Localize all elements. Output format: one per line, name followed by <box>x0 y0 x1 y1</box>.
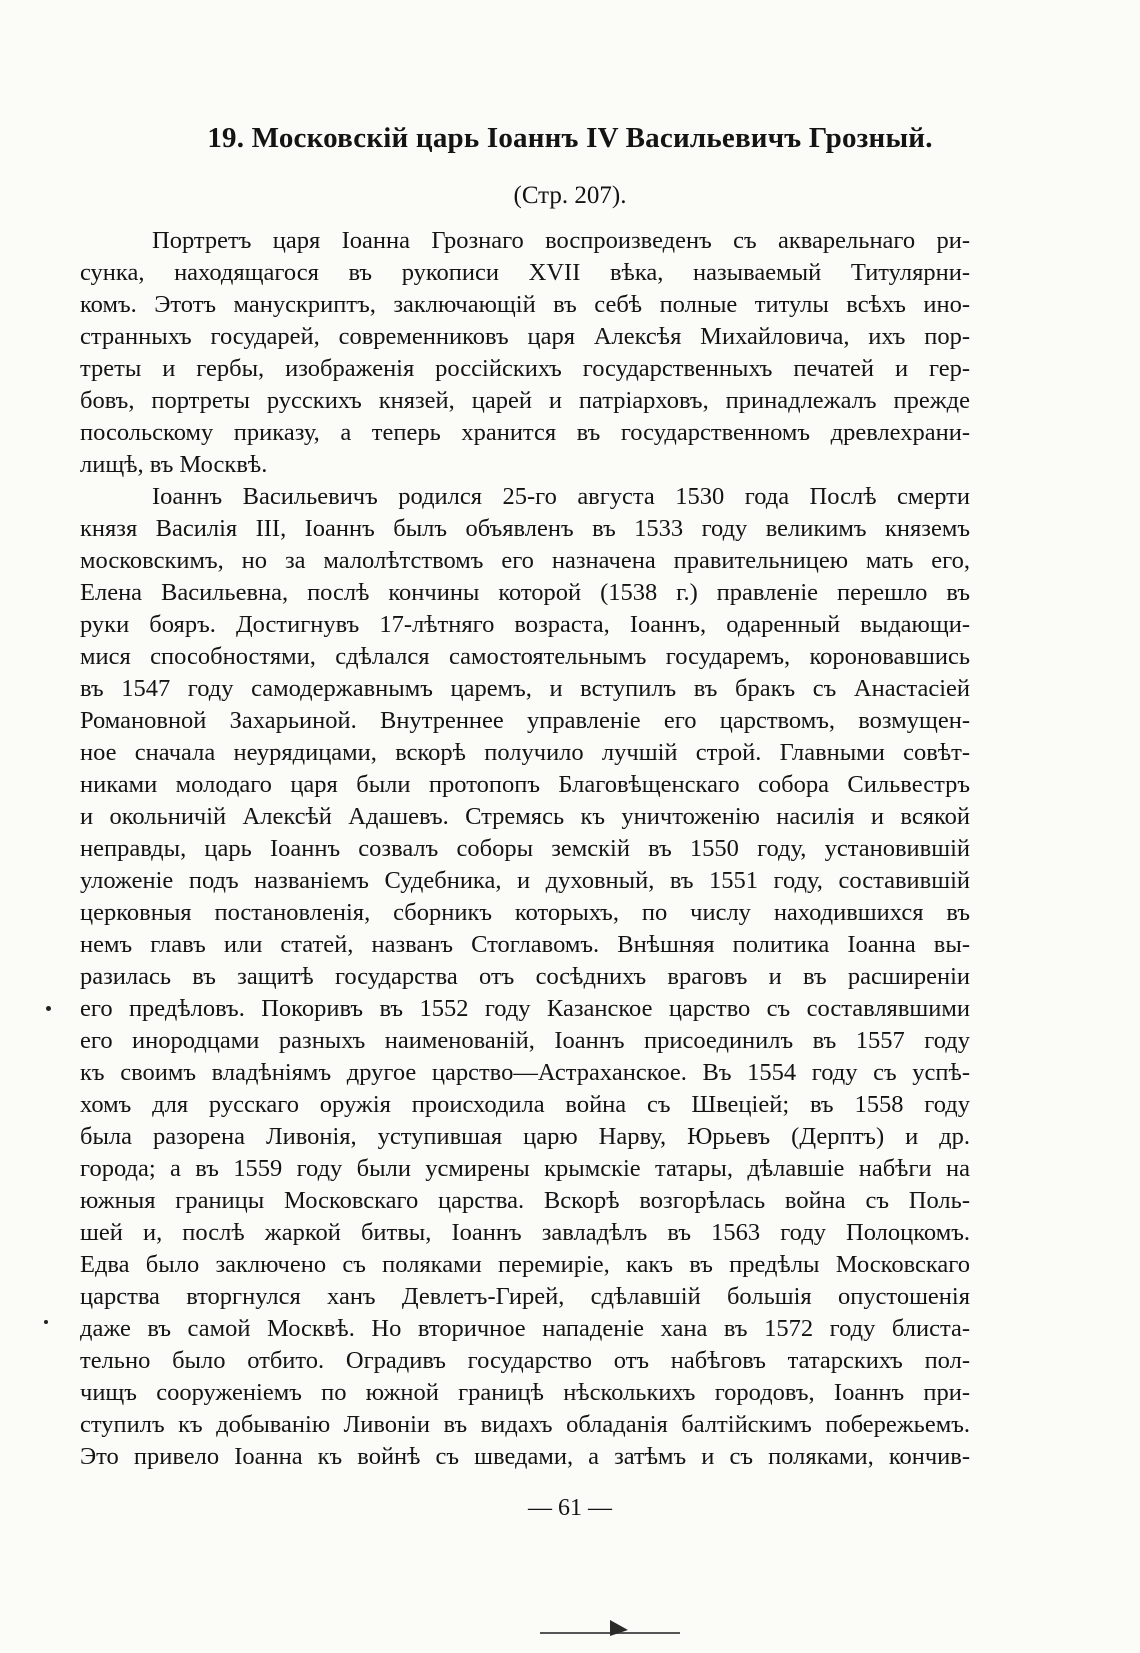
text-line: князя Василія III, Іоаннъ былъ объявленъ въ 1533 году великимъ княземъ <box>80 515 970 542</box>
text-line: тельно было отбито. Оградивъ государство отъ набѣговъ татарскихъ пол- <box>80 1347 970 1374</box>
scan-speck <box>46 1006 51 1011</box>
page-reference: (Стр. 207). <box>513 182 627 209</box>
text-line: никами молодаго царя были протопопъ Благовѣщенскаго собора Сильвестръ <box>80 771 970 798</box>
text-line: чищъ сооруженіемъ по южной границѣ нѣсколькихъ городовъ, Іоаннъ при- <box>80 1379 970 1406</box>
text-line: его предѣловъ. Покоривъ въ 1552 году Казанское царство съ составлявшими <box>80 995 970 1022</box>
text-line: Это привело Іоанна къ войнѣ съ шведами, а затѣмъ и съ поляками, кончив- <box>80 1443 970 1470</box>
text-line: Елена Васильевна, послѣ кончины которой (1538 г.) правленіе перешло въ <box>80 579 970 606</box>
text-line: и окольничій Алексѣй Адашевъ. Стремясь къ уничтоженію насилія и всякой <box>80 803 970 830</box>
text-line: шей и, послѣ жаркой битвы, Іоаннъ завладѣлъ въ 1563 году Полоцкомъ. <box>80 1219 970 1246</box>
text-line: церковныя постановленія, сборникъ которыхъ, по числу находившихся въ <box>80 899 970 926</box>
text-line: мися способностями, сдѣлался самостоятельнымъ государемъ, короновавшись <box>80 643 970 670</box>
text-line: въ 1547 году самодержавнымъ царемъ, и вступилъ въ бракъ съ Анастасіей <box>80 675 970 702</box>
text-line: къ своимъ владѣніямъ другое царство—Астраханское. Въ 1554 году съ успѣ- <box>80 1059 970 1086</box>
page-title: 19. Московскій царь Іоаннъ IV Васильевичъ Грозный. <box>207 122 933 154</box>
text-line: разилась въ защитѣ государства отъ сосѣднихъ враговъ и въ расширеніи <box>80 963 970 990</box>
body-text <box>80 225 970 1473</box>
text-line: ное сначала неурядицами, вскорѣ получило лучшій строй. Главными совѣт- <box>80 739 970 766</box>
text-line: бовъ, портреты русскихъ князей, царей и патріарховъ, принадлежалъ прежде <box>80 387 970 414</box>
text-line: Едва было заключено съ поляками перемиріе, какъ въ предѣлы Московскаго <box>80 1251 970 1278</box>
text-line: комъ. Этотъ манускриптъ, заключающій въ себѣ полные титулы всѣхъ ино- <box>80 291 970 318</box>
text-line: посольскому приказу, а теперь хранится въ государственномъ древлехрани- <box>80 419 970 446</box>
text-line: треты и гербы, изображенія россійскихъ государственныхъ печатей и гер- <box>80 355 970 382</box>
text-line: была разорена Ливонія, уступившая царю Нарву, Юрьевъ (Дерптъ) и др. <box>80 1123 970 1150</box>
text-line: города; а въ 1559 году были усмирены крымскіе татары, дѣлавшіе набѣги на <box>80 1155 970 1182</box>
arrow-mark <box>610 1620 628 1636</box>
text-line: немъ главъ или статей, названъ Стоглавомъ. Внѣшняя политика Іоанна вы- <box>80 931 970 958</box>
text-line: Портретъ царя Іоанна Грознаго воспроизведенъ съ акварельнаго ри- <box>152 227 970 254</box>
text-line: ступилъ къ добыванію Ливоніи въ видахъ обладанія балтійскимъ побережьемъ. <box>80 1411 970 1438</box>
scan-speck <box>44 1320 48 1324</box>
text-line: сунка, находящагося въ рукописи XVII вѣка, называемый Титулярни- <box>80 259 970 286</box>
page-number: — 61 — <box>528 1495 612 1521</box>
text-line: уложеніе подъ названіемъ Судебника, и духовный, въ 1551 году, составившій <box>80 867 970 894</box>
text-line: его инородцами разныхъ наименованій, Іоаннъ присоединилъ въ 1557 году <box>80 1027 970 1054</box>
text-line: южныя границы Московскаго царства. Вскорѣ возгорѣлась война съ Поль- <box>80 1187 970 1214</box>
text-line: неправды, царь Іоаннъ созвалъ соборы земскій въ 1550 году, установившій <box>80 835 970 862</box>
text-line: странныхъ государей, современниковъ царя Алексѣя Михайловича, ихъ пор- <box>80 323 970 350</box>
text-line: лищѣ, въ Москвѣ. <box>80 451 268 478</box>
text-line: хомъ для русскаго оружія происходила война съ Швеціей; въ 1558 году <box>80 1091 970 1118</box>
text-line: царства вторгнулся ханъ Девлетъ-Гирей, сдѣлавшій большія опустошенія <box>80 1283 970 1310</box>
text-line: руки бояръ. Достигнувъ 17-лѣтняго возраста, Іоаннъ, одаренный выдающи- <box>80 611 970 638</box>
text-line: Іоаннъ Васильевичъ родился 25-го августа 1530 года Послѣ смерти <box>152 483 970 510</box>
text-line: Романовной Захарьиной. Внутреннее управленіе его царствомъ, возмущен- <box>80 707 970 734</box>
text-line: даже въ самой Москвѣ. Но вторичное нападеніе хана въ 1572 году блиста- <box>80 1315 970 1342</box>
text-line: московскимъ, но за малолѣтствомъ его назначена правительницею мать его, <box>80 547 970 574</box>
